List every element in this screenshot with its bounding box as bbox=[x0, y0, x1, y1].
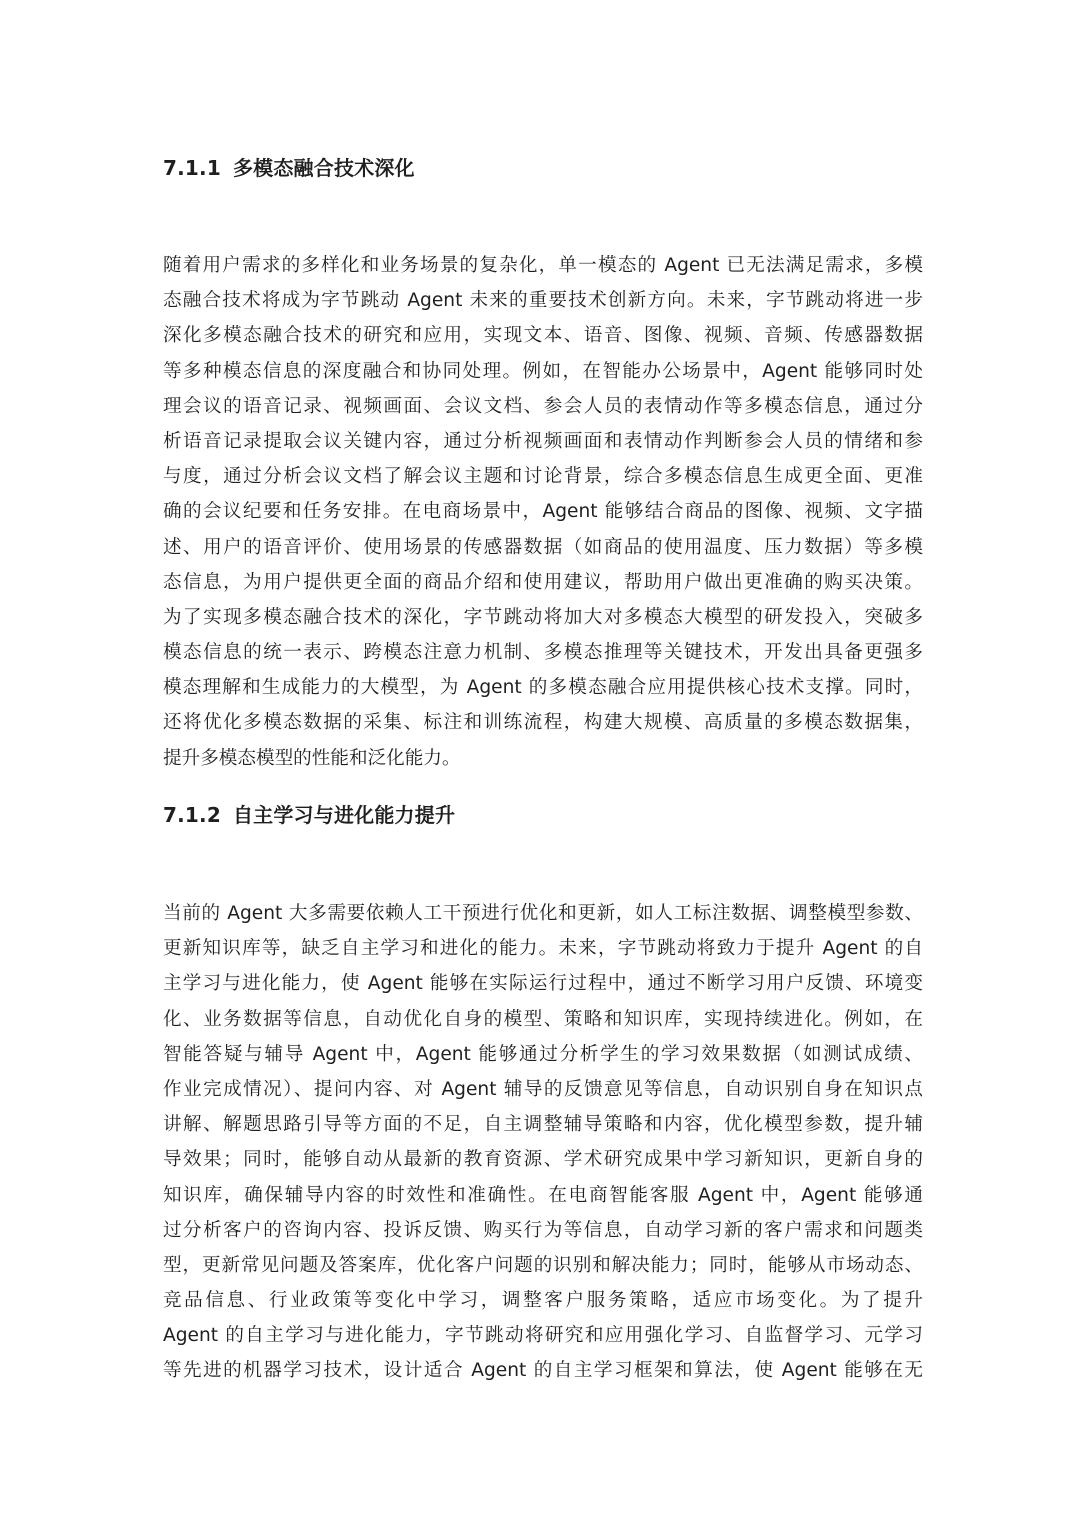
paragraph-line: 随着用户需求的多样化和业务场景的复杂化，单一模态的 Agent 已无法满足需求，多模 bbox=[163, 255, 923, 276]
paragraph-line: 主学习与进化能力，使 Agent 能够在实际运行过程中，通过不断学习用户反馈、环境变 bbox=[163, 973, 923, 995]
section-number: 7.1.1 bbox=[163, 156, 221, 180]
paragraph-line: 提升多模态模型的性能和泛化能力。 bbox=[163, 747, 461, 769]
paragraph-line: 述、用户的语音评价、使用场景的传感器数据（如商品的使用温度、压力数据）等多模 bbox=[163, 536, 923, 558]
paragraph-line: 讲解、解题思路引导等方面的不足，自主调整辅导策略和内容，优化模型参数，提升辅 bbox=[163, 1114, 923, 1136]
paragraph-line: 竞品信息、行业政策等变化中学习，调整客户服务策略，适应市场变化。为了提升 bbox=[163, 1290, 923, 1312]
paragraph-line: 型，更新常见问题及答案库，优化客户问题的识别和解决能力；同时，能够从市场动态、 bbox=[163, 1254, 923, 1276]
section-title: 自主学习与进化能力提升 bbox=[232, 803, 456, 827]
paragraph-line: 知识库，确保辅导内容的时效性和准确性。在电商智能客服 Agent 中，Agent 能够通 bbox=[163, 1184, 923, 1206]
paragraph-line: 深化多模态融合技术的研究和应用，实现文本、语音、图像、视频、音频、传感器数据 bbox=[163, 325, 923, 347]
paragraph-line: 与度，通过分析会议文档了解会议主题和讨论背景，综合多模态信息生成更全面、更准 bbox=[163, 466, 923, 488]
paragraph-line: 理会议的语音记录、视频画面、会议文档、参会人员的表情动作等多模态信息，通过分 bbox=[163, 395, 923, 417]
paragraph-line: 作业完成情况）、提问内容、对 Agent 辅导的反馈意见等信息，自动识别自身在知识点 bbox=[163, 1078, 923, 1100]
paragraph-line: 确的会议纪要和任务安排。在电商场景中，Agent 能够结合商品的图像、视频、文字描 bbox=[163, 501, 923, 523]
paragraph-line: 析语音记录提取会议关键内容，通过分析视频画面和表情动作判断参会人员的情绪和参 bbox=[163, 430, 923, 452]
paragraph-line: 当前的 Agent 大多需要依赖人工干预进行优化和更新，如人工标注数据、调整模型参数、 bbox=[163, 903, 923, 924]
paragraph-line: 更新知识库等，缺乏自主学习和进化的能力。未来，字节跳动将致力于提升 Agent 的自 bbox=[163, 938, 923, 960]
paragraph-line: 等多种模态信息的深度融合和协同处理。例如，在智能办公场景中，Agent 能够同时处 bbox=[163, 360, 923, 382]
section-heading-7-1-2 bbox=[163, 801, 455, 829]
paragraph-line: 模态理解和生成能力的大模型，为 Agent 的多模态融合应用提供核心技术支撑。同时， bbox=[163, 677, 923, 699]
section-number: 7.1.2 bbox=[163, 803, 221, 827]
paragraph-line: 还将优化多模态数据的采集、标注和训练流程，构建大规模、高质量的多模态数据集， bbox=[163, 712, 923, 734]
paragraph-line: 态信息，为用户提供更全面的商品介绍和使用建议，帮助用户做出更准确的购买决策。 bbox=[163, 571, 923, 593]
section-paragraph-7-1-1 bbox=[163, 248, 923, 776]
paragraph-line: 模态信息的统一表示、跨模态注意力机制、多模态推理等关键技术，开发出具备更强多 bbox=[163, 642, 923, 664]
paragraph-line: 化、业务数据等信息，自动优化自身的模型、策略和知识库，实现持续进化。例如，在 bbox=[163, 1008, 923, 1030]
paragraph-line: 过分析客户的咨询内容、投诉反馈、购买行为等信息，自动学习新的客户需求和问题类 bbox=[163, 1219, 923, 1241]
section-heading-7-1-1 bbox=[163, 154, 415, 182]
section-paragraph-7-1-2 bbox=[163, 896, 923, 1389]
paragraph-line: 等先进的机器学习技术，设计适合 Agent 的自主学习框架和算法，使 Agent 能够在无 bbox=[163, 1360, 923, 1382]
paragraph-line: 智能答疑与辅导 Agent 中，Agent 能够通过分析学生的学习效果数据（如测试成绩、 bbox=[163, 1043, 923, 1065]
paragraph-line: Agent 的自主学习与进化能力，字节跳动将研究和应用强化学习、自监督学习、元学习 bbox=[163, 1325, 923, 1347]
paragraph-line: 导效果；同时，能够自动从最新的教育资源、学术研究成果中学习新知识，更新自身的 bbox=[163, 1149, 923, 1171]
paragraph-line: 态融合技术将成为字节跳动 Agent 未来的重要技术创新方向。未来，字节跳动将进一步 bbox=[163, 290, 923, 312]
section-title: 多模态融合技术深化 bbox=[232, 156, 415, 180]
paragraph-line: 为了实现多模态融合技术的深化，字节跳动将加大对多模态大模型的研发投入，突破多 bbox=[163, 606, 923, 628]
